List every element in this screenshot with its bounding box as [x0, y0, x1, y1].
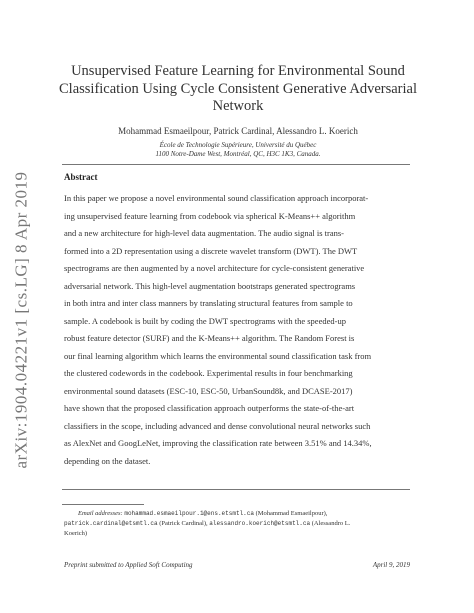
submission-note: Preprint submitted to Applied Soft Computing	[64, 561, 193, 569]
abstract-line: robust feature detector (SURF) and the K-Means++ algorithm. The Random Forest is	[64, 333, 355, 343]
abstract-heading: Abstract	[64, 172, 98, 182]
abstract-line: sample. A codebook is built by coding the DWT spectrograms with the speeded-up	[64, 315, 346, 326]
email-owner: Koerich)	[64, 530, 88, 537]
abstract-line: as AlexNet and GoogLeNet, improving the classification rate between 3.51% and 14.34%,	[64, 438, 372, 448]
abstract-line: formed into a 2D representation using a discrete wavelet transform (DWT). The DWT	[64, 245, 358, 256]
abstract-line: environmental sound datasets (ESC-10, ESC-50, UrbanSound8k, and DCASE-2017)	[64, 385, 353, 396]
email-link[interactable]: patrick.cardinal@etsmtl.ca	[64, 520, 158, 527]
abstract-line: in both intra and inter class manners by translating structural features from sample to	[64, 298, 353, 308]
abstract-top-rule	[62, 164, 410, 165]
affiliation-line-2: 1100 Notre-Dame West, Montréal, QC, H3C 1K3, Canada.	[155, 150, 321, 158]
footnote-line-2	[64, 519, 350, 529]
abstract-bottom-rule	[62, 489, 410, 490]
submission-date: April 9, 2019	[372, 561, 410, 569]
email-link[interactable]: alessandro.koerich@etsmtl.ca	[209, 520, 311, 527]
title-line-3: Network	[212, 98, 264, 114]
email-label: Email addresses:	[78, 510, 123, 517]
abstract-line: depending on the dataset.	[64, 455, 151, 466]
abstract-line: adversarial network. This high-level augmentation bootstraps generated spectrograms	[64, 280, 356, 291]
abstract-body	[64, 190, 372, 470]
abstract-line: have shown that the proposed classification approach outperforms the state-of-the-art	[64, 403, 355, 413]
email-footnote	[64, 509, 350, 539]
abstract-line: classifiers in the scope, including advanced and dense convolutional neural networks such	[64, 420, 371, 431]
email-link[interactable]: mohammad.esmaeilpour.1@ens.etsmtl.ca	[124, 510, 254, 517]
footnote-line-3	[64, 529, 350, 539]
abstract-line: spectrograms are then augmented by a novel architecture for cycle-consistent generative	[64, 263, 365, 273]
email-owner: (Mohammad Esmaeilpour),	[255, 510, 328, 517]
paper-title	[58, 63, 418, 116]
title-line-2: Classification Using Cycle Consistent Generative Adversarial	[59, 80, 417, 97]
footnote-line-1	[64, 509, 350, 519]
abstract-line: our final learning algorithm which learns the environmental sound classification task from	[64, 350, 372, 361]
abstract-line: and a new architecture for high-level data augmentation. The audio signal is trans-	[64, 228, 345, 238]
abstract-line: In this paper we propose a novel environmental sound classification approach incorporat-	[64, 193, 369, 203]
abstract-line: the clustered codewords in the codebook. Experimental results in four benchmarking	[64, 368, 353, 378]
title-line-1: Unsupervised Feature Learning for Environmental Sound	[71, 63, 405, 79]
arxiv-identifier-stamp	[5, 150, 39, 490]
arxiv-identifier-text: arXiv:1904.04221v1 [cs.LG] 8 Apr 2019	[12, 171, 32, 469]
abstract-line: ing unsupervised feature learning from codebook via spherical K-Means++ algorithm	[64, 210, 356, 221]
email-owner: (Patrick Cardinal),	[159, 520, 208, 527]
affiliation-line-1: École de Technologie Supérieure, Université du Québec	[159, 141, 317, 149]
email-owner: (Alessandro L.	[311, 520, 351, 527]
author-list: Mohammad Esmaeilpour, Patrick Cardinal, Alessandro L. Koerich	[118, 126, 358, 136]
footnote-rule	[62, 504, 144, 505]
